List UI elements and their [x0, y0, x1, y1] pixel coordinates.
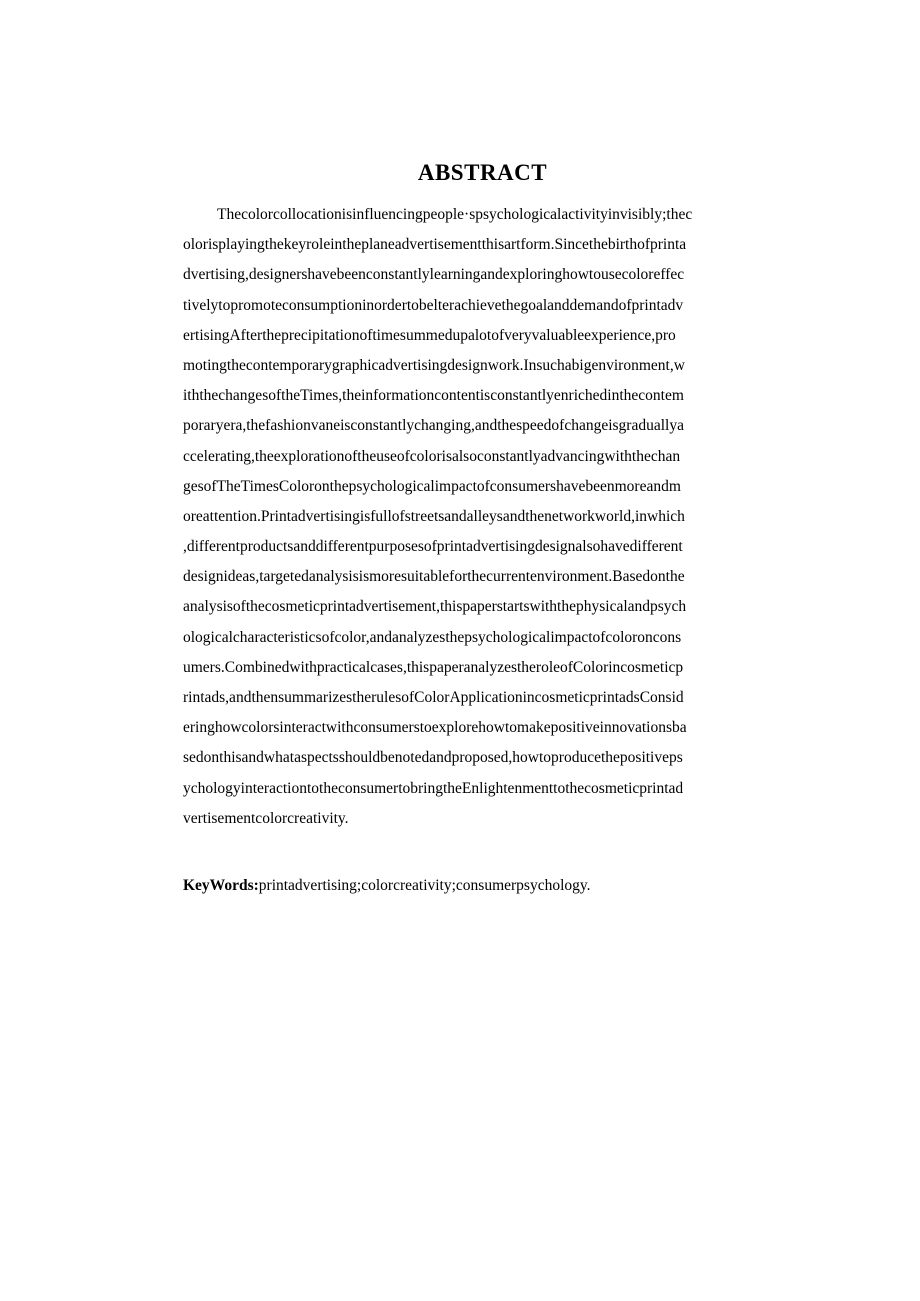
abstract-line: analysisofthecosmeticprintadvertisement,thispaperstartswiththephysicalandpsych	[183, 598, 687, 616]
abstract-title: ABSTRACT	[417, 160, 548, 185]
abstract-line: sedonthisandwhataspectsshouldbenotedandproposed,howtoproducethepositiveps	[183, 749, 683, 767]
abstract-line: eringhowcolorsinteractwithconsumerstoexplorehowtomakepositiveinnovationsba	[183, 719, 687, 737]
abstract-line: oreattention.Printadvertisingisfullofstreetsandalleysandthenetworkworld,inwhich	[183, 507, 685, 525]
abstract-line: umers.Combinedwithpracticalcases,thispaperanalyzestheroleofColorincosmeticp	[183, 658, 684, 676]
abstract-line: Thecolorcollocationisinfluencingpeople·spsychologicalactivityinvisibly;thec	[217, 206, 693, 223]
abstract-line: poraryera,thefashionvaneisconstantlychanging,andthespeedofchangeisgraduallya	[183, 417, 684, 435]
abstract-line: dvertising,designershavebeenconstantlylearningandexploringhowtousecoloreffec	[183, 266, 685, 284]
abstract-line: ertisingAftertheprecipitationoftimesummedupalotofveryvaluableexperience,pro	[183, 326, 676, 344]
abstract-body	[183, 200, 788, 834]
keywords-line	[183, 871, 788, 901]
abstract-line: ,differentproductsanddifferentpurposesofprintadvertisingdesignalsohavedifferent	[183, 538, 683, 556]
abstract-line: iththechangesoftheTimes,theinformationcontentisconstantlyenrichedinthecontem	[183, 387, 684, 405]
abstract-line: rintads,andthensummarizestherulesofColorApplicationincosmeticprintadsConsid	[183, 689, 684, 706]
abstract-line: ccelerating,theexplorationoftheuseofcolorisalsoconstantlyadvancingwiththechan	[183, 447, 681, 465]
keywords-label: KeyWords:	[183, 877, 259, 894]
abstract-line: vertisementcolorcreativity.	[183, 809, 349, 827]
abstract-line: ologicalcharacteristicsofcolor,andanalyzesthepsychologicalimpactofcoloroncons	[183, 628, 682, 646]
abstract-line: motingthecontemporarygraphicadvertisingdesignwork.Insuchabigenvironment,w	[183, 356, 685, 374]
abstract-line: olorisplayingthekeyroleintheplaneadvertisementthisartform.Sincethebirthofprinta	[183, 236, 687, 254]
keywords-text: printadvertising;colorcreativity;consumerpsychology.	[258, 877, 591, 894]
abstract-line: gesofTheTimesColoronthepsychologicalimpactofconsumershavebeenmoreandm	[183, 477, 681, 495]
abstract-line: tivelytopromoteconsumptioninordertobelterachievethegoalanddemandofprintadv	[183, 296, 684, 314]
abstract-line: ychologyinteractiontotheconsumertobringtheEnlightenmenttothecosmeticprintad	[183, 779, 684, 797]
abstract-line: designideas,targetedanalysisismoresuitableforthecurrentenvironment.Basedonthe	[183, 568, 685, 586]
